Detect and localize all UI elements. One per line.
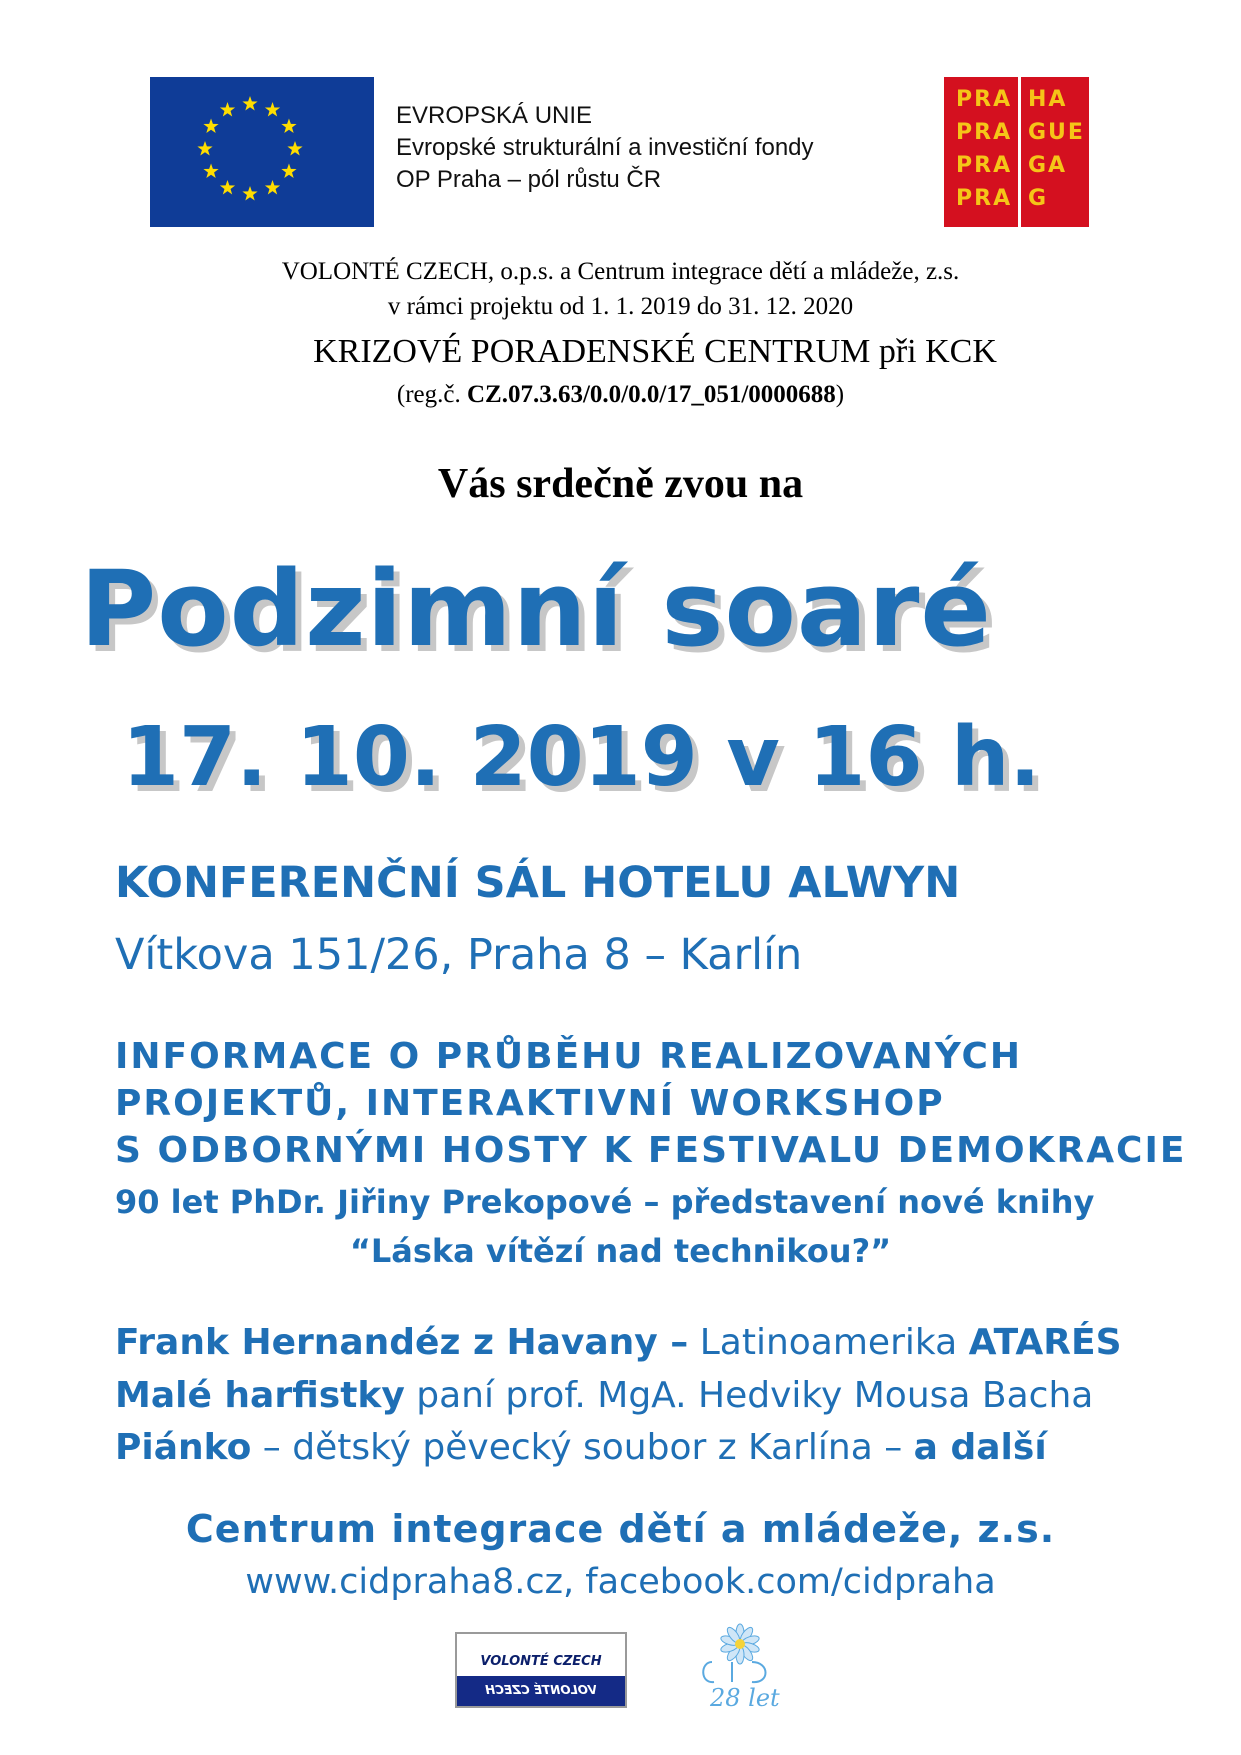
performer-desc: paní prof. MgA. Hedviky Mousa Bacha xyxy=(404,1375,1094,1416)
venue-address: Vítkova 151/26, Praha 8 – Karlín xyxy=(115,930,803,980)
eu-line-1: EVROPSKÁ UNIE xyxy=(396,102,593,129)
performer-line xyxy=(115,1375,1093,1416)
eu-star-icon xyxy=(242,186,257,200)
praha-logo-row xyxy=(944,186,1089,216)
venue-name: KONFERENČNÍ SÁL HOTELU ALWYN xyxy=(115,858,961,908)
volonte-czech-logo xyxy=(455,1632,627,1708)
eu-star-icon xyxy=(265,102,280,116)
program-line-1: INFORMACE O PRŮBĚHU REALIZOVANÝCH xyxy=(115,1036,1023,1077)
registration-line xyxy=(0,381,1241,409)
performer-highlight: ATARÉS xyxy=(968,1322,1122,1363)
organizers-line: VOLONTÉ CZECH, o.p.s. a Centrum integrace dětí a mládeže, z.s. xyxy=(281,258,960,285)
reg-prefix: (reg.č. xyxy=(396,381,467,408)
eu-stars xyxy=(150,77,374,227)
eu-star-icon xyxy=(281,164,296,178)
praha-logo-row xyxy=(944,153,1089,183)
invitation-heading: Vás srdečně zvou na xyxy=(437,461,804,507)
daisy-icon xyxy=(690,1622,790,1692)
reg-number: CZ.07.3.63/0.0/0.0/17_051/0000688 xyxy=(467,381,836,408)
project-period-line: v rámci projektu od 1. 1. 2019 do 31. 12. 2020 xyxy=(387,293,854,320)
praha-logo-row xyxy=(944,120,1089,150)
performer-name: Frank Hernandéz z Havany – xyxy=(115,1322,689,1363)
program-line-2: PROJEKTŮ, INTERAKTIVNÍ WORKSHOP xyxy=(115,1083,945,1124)
footer-web-links[interactable]: www.cidpraha8.cz, facebook.com/cidpraha xyxy=(245,1562,996,1602)
eu-star-icon xyxy=(203,119,218,133)
performer-name: Piánko xyxy=(115,1427,252,1468)
praha-logo-left: PRA xyxy=(956,120,1013,145)
eu-star-icon xyxy=(287,141,302,155)
book-title: “Láska vítězí nad technikou?” xyxy=(349,1232,892,1270)
praha-logo-right: HA xyxy=(1028,87,1068,112)
eu-star-icon xyxy=(265,180,280,194)
cid-logo xyxy=(690,1622,790,1722)
performer-name: Malé harfistky xyxy=(115,1375,405,1416)
eu-flag-icon xyxy=(150,77,374,227)
crisis-center-line: KRIZOVÉ PORADENSKÉ CENTRUM při KCK xyxy=(313,333,997,370)
eu-star-icon xyxy=(220,180,235,194)
eu-funding-text xyxy=(396,100,916,196)
performer-line xyxy=(115,1322,1122,1363)
praha-logo-left: PRA xyxy=(956,87,1013,112)
performer-line xyxy=(115,1427,1047,1468)
eu-star-icon xyxy=(197,141,212,155)
eu-line-3: OP Praha – pól růstu ČR xyxy=(396,166,662,193)
volonte-logo-mirror-text: VOLONTÉ CZECH xyxy=(485,1683,597,1697)
praha-logo xyxy=(944,77,1089,227)
eu-star-icon xyxy=(242,96,257,110)
footer-organization: Centrum integrace dětí a mládeže, z.s. xyxy=(185,1507,1056,1551)
eu-star-icon xyxy=(203,164,218,178)
reg-suffix: ) xyxy=(835,381,845,408)
eu-star-icon xyxy=(220,102,235,116)
performer-desc: – dětský pěvecký soubor z Karlína – xyxy=(251,1427,914,1468)
event-title: Podzimní soaré xyxy=(80,548,992,670)
volonte-logo-band xyxy=(457,1676,625,1706)
performer-desc: Latinoamerika xyxy=(688,1322,969,1363)
performer-highlight: a další xyxy=(913,1427,1047,1468)
praha-logo-right: GA xyxy=(1028,153,1068,178)
praha-logo-right: G xyxy=(1028,186,1049,211)
praha-logo-right: GUE xyxy=(1028,120,1085,145)
cid-anniversary: 28 let xyxy=(710,1684,780,1712)
praha-logo-left: PRA xyxy=(956,153,1013,178)
praha-logo-left: PRA xyxy=(956,186,1013,211)
event-datetime: 17. 10. 2019 v 16 h. xyxy=(122,710,1041,805)
praha-logo-row xyxy=(944,87,1089,117)
program-line-3: S ODBORNÝMI HOSTY K FESTIVALU DEMOKRACIE xyxy=(115,1130,1187,1171)
eu-star-icon xyxy=(281,119,296,133)
eu-line-2: Evropské strukturální a investiční fondy xyxy=(396,134,814,161)
volonte-logo-text: VOLONTÉ CZECH xyxy=(480,1654,602,1669)
anniversary-line: 90 let PhDr. Jiřiny Prekopové – představení nové knihy xyxy=(115,1183,1095,1221)
